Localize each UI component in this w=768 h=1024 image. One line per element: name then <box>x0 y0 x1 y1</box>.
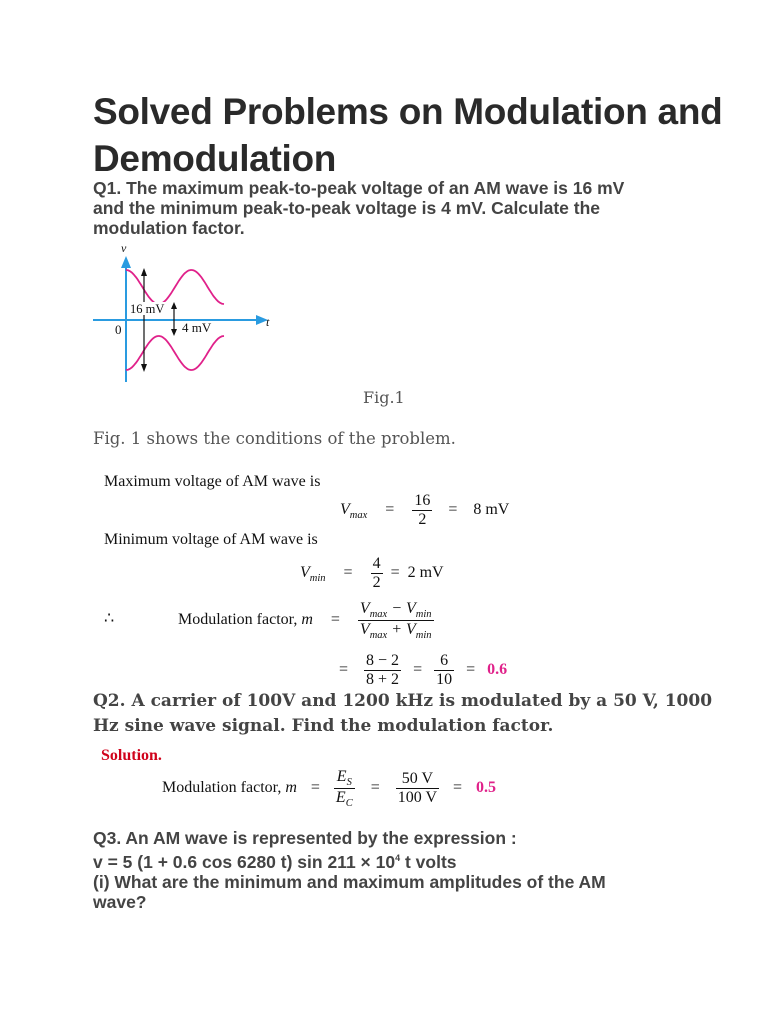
figure-description: Fig. 1 shows the conditions of the problem. <box>93 429 456 448</box>
max-arrow-down-icon <box>141 364 147 372</box>
question-3-line-1: Q3. An AM wave is represented by the expression : <box>93 828 517 848</box>
t-label: t <box>266 315 270 329</box>
vmin-equation: $V_{min}$ = $\frac{4}{2}$ = 2 mV <box>300 555 444 591</box>
question-2-line-2: Hz sine wave signal. Find the modulation factor. <box>93 716 554 736</box>
solution-heading: Solution. <box>101 747 162 764</box>
modulation-factor-steps: = $\frac{8 - 2}{8 + 2}$ = $\frac{6}{10}$ = 0.6 <box>339 652 508 688</box>
page-title: Solved Problems on Modulation and Demodulation <box>93 91 723 179</box>
therefore-symbol: ∴ <box>104 610 115 627</box>
question-1-line-1: Q1. The maximum peak-to-peak voltage of an AM wave is 16 mV <box>93 178 625 198</box>
max-arrow-up-icon <box>141 268 147 276</box>
question-3 <box>93 828 733 912</box>
answer-2: 0.5 <box>476 779 497 797</box>
question-3-line-3: (i) What are the minimum and maximum amplitudes of the AM <box>93 871 606 892</box>
figure-caption: Fig.1 <box>363 388 405 407</box>
max-label: 16 mV <box>130 302 165 316</box>
min-arrow-down-icon <box>171 329 177 336</box>
vmax-equation: $V_{max}$ = $\frac{16}{2}$ = 8 mV <box>340 492 510 528</box>
question-1-line-2: and the minimum peak-to-peak voltage is 4 mV. Calculate the <box>93 198 600 218</box>
am-wave-figure <box>90 238 290 386</box>
question-3-line-2: v = 5 (1 + 0.6 cos 6280 t) $\sin 211 \times 10^4$ t volts <box>93 851 457 872</box>
v-label: v <box>121 241 127 255</box>
question-1-line-3: modulation factor. <box>93 218 245 238</box>
upper-wave <box>126 270 224 304</box>
question-2-line-1: Q2. A carrier of 100V and 1200 kHz is modulated by a 50 V, 1000 <box>93 691 713 711</box>
origin-label: 0 <box>115 322 122 337</box>
modulation-factor-equation-2: Modulation factor, m = $\frac{E_S}{E_C}$ = $\frac{50 V}{100 V}$ = 0.5 <box>162 768 497 809</box>
question-3-line-4: wave? <box>93 891 147 912</box>
lower-wave <box>126 336 224 370</box>
answer-1: 0.6 <box>487 661 508 679</box>
v-axis-arrow-icon <box>121 256 131 268</box>
min-label: 4 mV <box>182 320 212 335</box>
min-arrow-up-icon <box>171 302 177 309</box>
max-voltage-heading: Maximum voltage of AM wave is <box>104 473 321 490</box>
question-2 <box>93 689 753 739</box>
question-1 <box>93 178 733 238</box>
modulation-factor-equation: Modulation factor, m = $\frac{V_{max} - V_{min}}{V_{max} + V_{min}}$ <box>178 600 432 641</box>
min-voltage-heading: Minimum voltage of AM wave is <box>104 531 318 548</box>
